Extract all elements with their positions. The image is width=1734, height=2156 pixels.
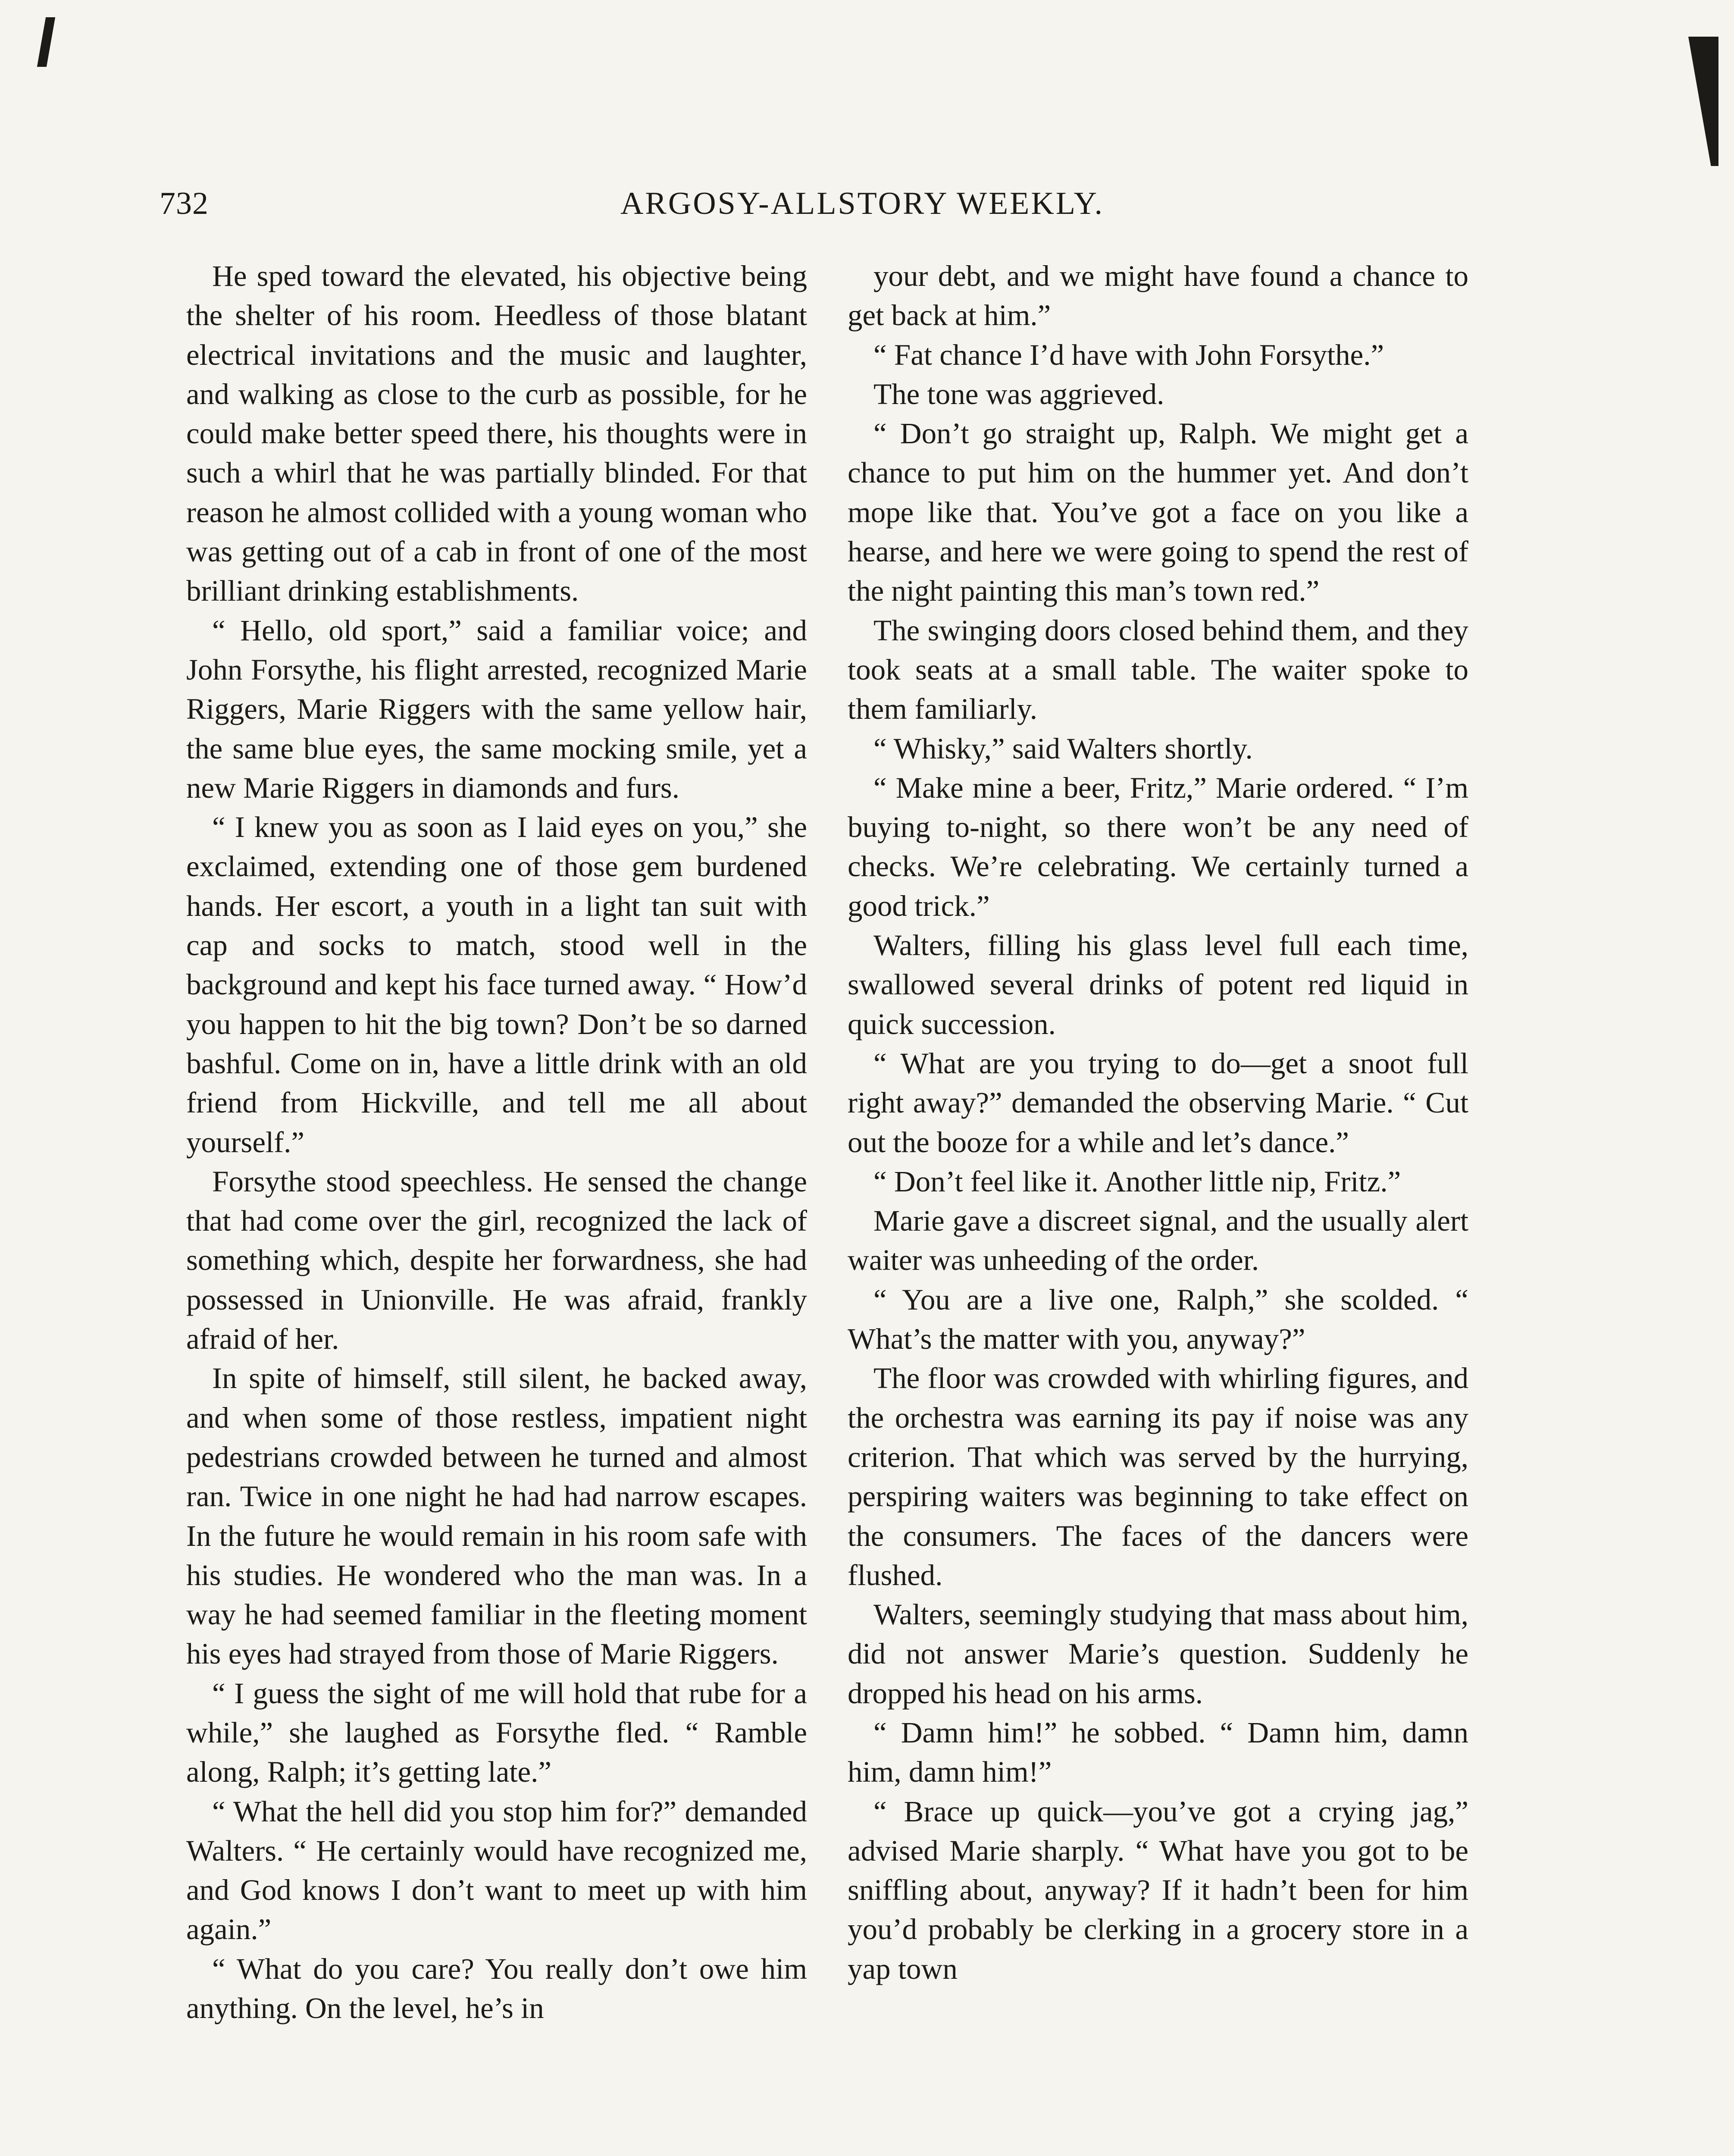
paragraph: your debt, and we might have found a chance to get back at him.” — [848, 260, 1468, 332]
running-head: ARGOSY-ALLSTORY WEEKLY. — [620, 186, 1105, 221]
paragraph: “ What the hell did you stop him for?” demanded Walters. “ He certainly would have recognized me, and God knows I don’t want to meet up with him again.” — [186, 1795, 807, 1946]
paragraph: “ Don’t go straight up, Ralph. We might get a chance to put him on the hummer yet. And don’t mope like that. You’ve got a face on you like a hearse, and here we were going to spend the rest of the night painting this man’s town red.” — [848, 417, 1468, 608]
paragraph: “ Whisky,” said Walters shortly. — [873, 732, 1253, 765]
text-column-left — [186, 257, 807, 2028]
paragraph: “ What are you trying to do—get a snoot full right away?” demanded the observing Marie. “ Cut out the booze for a while and let’s dance.” — [848, 1047, 1468, 1159]
text-column-right — [848, 257, 1468, 1989]
paragraph: Marie gave a discreet signal, and the usually alert waiter was unheeding of the order. — [848, 1204, 1468, 1277]
paragraph: “ I guess the sight of me will hold that rube for a while,” she laughed as Forsythe fled. “ Ramble along, Ralph; it’s getting late.” — [186, 1677, 807, 1789]
paragraph: He sped toward the elevated, his objective being the shelter of his room. Heedless of those blatant electrical invitations and the music and laughter, and walking as close to the curb as possible, for he could make better speed there, his thoughts were in such a whirl that he was partially blinded. For that reason he almost collided with a young woman who was getting out of a cab in front of one of the most brilliant drinking establishments. — [186, 260, 807, 608]
page-number: 732 — [160, 186, 209, 221]
paragraph: Walters, seemingly studying that mass about him, did not answer Marie’s question. Suddenly he dropped his head on his arms. — [848, 1598, 1468, 1710]
paragraph: “ Make mine a beer, Fritz,” Marie ordered. “ I’m buying to-night, so there won’t be any need of checks. We’re celebrating. We certainly turned a good trick.” — [848, 771, 1468, 922]
paragraph: The tone was aggrieved. — [873, 377, 1164, 411]
paragraph: “ I knew you as soon as I laid eyes on you,” she exclaimed, extending one of those gem burdened hands. Her escort, a youth in a light tan suit with cap and socks to match, stood well in the background and kept his face turned away. “ How’d you happen to hit the big town? Don’t be so darned bashful. Come on in, have a little drink with an old friend from Hickville, and tell me all about yourself.” — [186, 811, 807, 1159]
paragraph: “ Hello, old sport,” said a familiar voice; and John Forsythe, his flight arrested, recognized Marie Riggers, Marie Riggers with the same yellow hair, the same blue eyes, the same mocking smile, yet a new Marie Riggers in diamonds and furs. — [186, 614, 807, 804]
paragraph: “ You are a live one, Ralph,” she scolded. “ What’s the matter with you, anyway?” — [848, 1283, 1468, 1356]
paragraph: In spite of himself, still silent, he backed away, and when some of those restless, impatient night pedestrians crowded between he turned and almost ran. Twice in one night he had had narrow escapes. In the future he would remain in his room safe with his studies. He wondered who the man was. In a way he had seemed familiar in the fleeting moment his eyes had strayed from those of Marie Riggers. — [186, 1362, 807, 1670]
scan-artifact-mark — [1688, 37, 1718, 166]
paragraph: “ Fat chance I’d have with John Forsythe.” — [873, 338, 1384, 371]
paragraph: “ Damn him!” he sobbed. “ Damn him, damn him, damn him!” — [848, 1716, 1468, 1789]
paragraph: Forsythe stood speechless. He sensed the change that had come over the girl, recognized the lack of something which, despite her forwardness, she had possessed in Unionville. He was afraid, frankly afraid of her. — [186, 1165, 807, 1356]
paragraph: The swinging doors closed behind them, and they took seats at a small table. The waiter spoke to them familiarly. — [848, 614, 1468, 726]
paragraph: Walters, filling his glass level full each time, swallowed several drinks of potent red liquid in quick succession. — [848, 929, 1468, 1040]
paragraph: “ What do you care? You really don’t owe him anything. On the level, he’s in — [186, 1952, 807, 2025]
paragraph: “ Don’t feel like it. Another little nip, Fritz.” — [873, 1165, 1401, 1198]
paragraph: “ Brace up quick—you’ve got a crying jag,” advised Marie sharply. “ What have you got to be sniffling about, anyway? If it hadn’t been for him you’d probably be clerking in a grocery store in a yap town — [848, 1795, 1468, 1985]
paragraph: The floor was crowded with whirling figures, and the orchestra was earning its pay if noise was any criterion. That which was served by the hurrying, perspiring waiters was beginning to take effect on the consumers. The faces of the dancers were flushed. — [848, 1362, 1468, 1592]
scan-artifact-mark — [37, 17, 55, 67]
